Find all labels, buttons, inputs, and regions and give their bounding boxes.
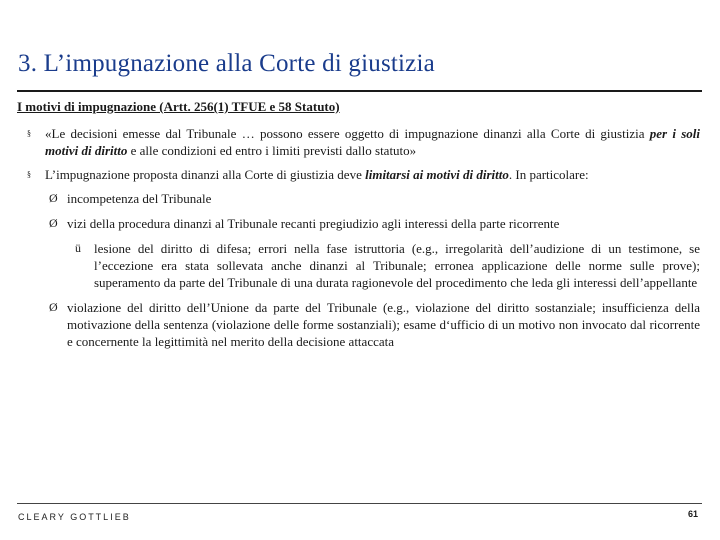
ground-text: violazione del diritto dell’Unione da parte del Tribunale (e.g., violazione del diritto sostanziale; insufficienza della motivazione della sentenza (violazione delle forme sostanziali); esame d‘ufficio di un motivo non invocato dal ricorrente e concernente la legittimità nel merito della decisione attaccata: [67, 300, 700, 349]
sub-ground-item: [17, 240, 700, 291]
bullet-text-pre: L’impugnazione proposta dinanzi alla Corte di giustizia deve: [45, 167, 366, 182]
ground-item: [17, 299, 700, 350]
checkmark-bullet-icon: ü: [75, 241, 81, 255]
title-divider: [17, 90, 702, 92]
ground-text: vizi della procedura dinanzi al Tribunale recanti pregiudizio agli interessi della parte ricorrente: [67, 216, 560, 231]
footer-divider: [17, 503, 702, 504]
ground-text: incompetenza del Tribunale: [67, 191, 212, 206]
arrow-bullet-icon: Ø: [49, 216, 58, 230]
bullet-text-emphasis: per i soli motivi di diritto: [45, 126, 700, 158]
slide-subtitle: I motivi di impugnazione (Artt. 256(1) TFUE e 58 Statuto): [17, 99, 340, 114]
ground-item: [17, 190, 700, 207]
bullet-text-post: . In particolare:: [508, 167, 589, 182]
bullet-text-pre: «Le decisioni emesse dal Tribunale … possono essere oggetto di impugnazione dinanzi alla Corte di giustizia: [45, 126, 650, 141]
slide-content: [17, 125, 700, 358]
ground-item: [17, 215, 700, 232]
arrow-bullet-icon: Ø: [49, 191, 58, 205]
bullet-text-emphasis: limitarsi ai motivi di diritto: [365, 167, 509, 182]
sub-ground-text: lesione del diritto di difesa; errori nella fase istruttoria (e.g., irregolarità dell’audizione di un testimone, se l’eccezione era stata sollevata anche dinanzi al Tribunale; erronea applicazione delle norme sulle prove); superamento da parte del Tribunale di una durata ragionevole del procedimento che leda gli interessi dell’appellante: [94, 241, 700, 290]
square-bullet-icon: §: [27, 129, 31, 138]
firm-logo: CLEARY GOTTLIEB: [18, 512, 131, 522]
bullet-limits: [17, 166, 700, 183]
arrow-bullet-icon: Ø: [49, 300, 58, 314]
slide-title: 3. L’impugnazione alla Corte di giustizia: [18, 50, 435, 77]
bullet-text-post: e alle condizioni ed entro i limiti previsti dallo statuto»: [127, 143, 417, 158]
page-number: 61: [687, 509, 698, 519]
square-bullet-icon: §: [27, 170, 31, 179]
bullet-quote: [17, 125, 700, 159]
